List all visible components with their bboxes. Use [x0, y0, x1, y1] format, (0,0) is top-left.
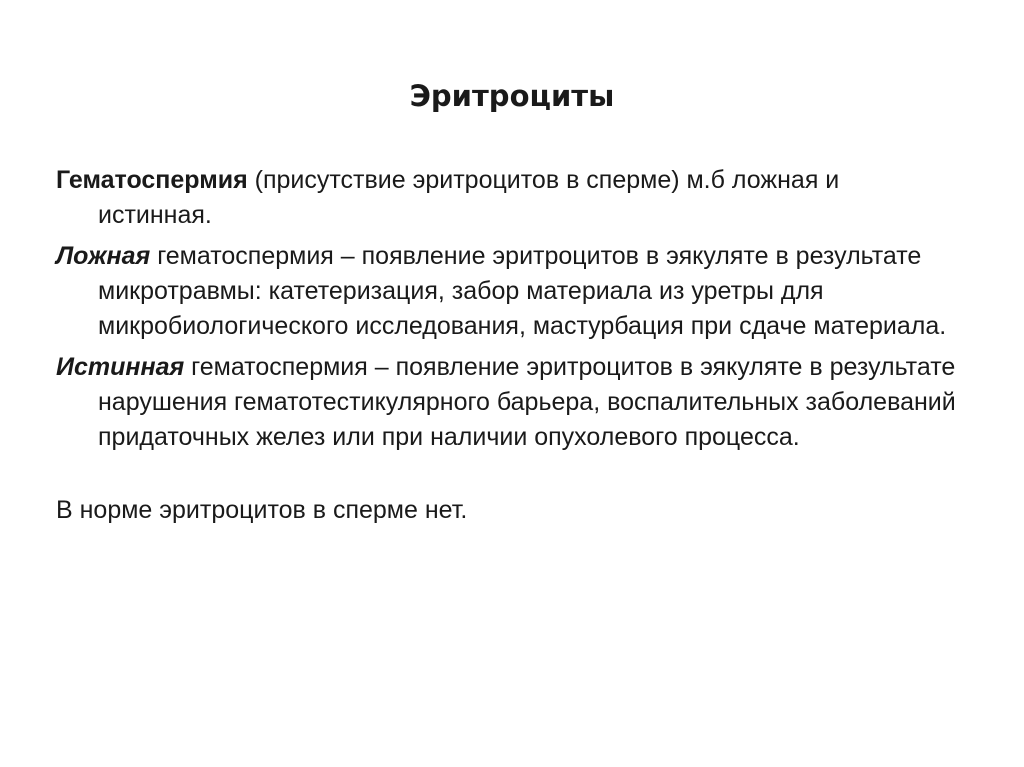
term-hematospermia: Гематоспермия [56, 166, 248, 194]
paragraph-norm [56, 493, 956, 528]
slide-body [56, 163, 956, 534]
term-false: Ложная [56, 242, 151, 270]
slide-title: Эритроциты [409, 79, 615, 113]
paragraph-false-hematospermia [56, 239, 956, 344]
paragraph-text: гематоспермия – появление эритроцитов в эякуляте в результате нарушения гематотестикулярного барьера, воспалительных заболеваний придаточных желез или при наличии опухолевого процесса. [98, 353, 956, 451]
paragraph-hematospermia [56, 163, 956, 233]
paragraph-text: гематоспермия – появление эритроцитов в эякуляте в результате микротравмы: катетеризация, забор материала из уретры для микробиологического исследования, мастурбация при сдаче материала. [98, 242, 947, 340]
term-true: Истинная [56, 353, 185, 381]
paragraph-text: (присутствие эритроцитов в сперме) м.б ложная и истинная. [98, 166, 840, 229]
paragraph-true-hematospermia [56, 350, 956, 455]
paragraph-text: В норме эритроцитов в сперме нет. [56, 496, 468, 524]
